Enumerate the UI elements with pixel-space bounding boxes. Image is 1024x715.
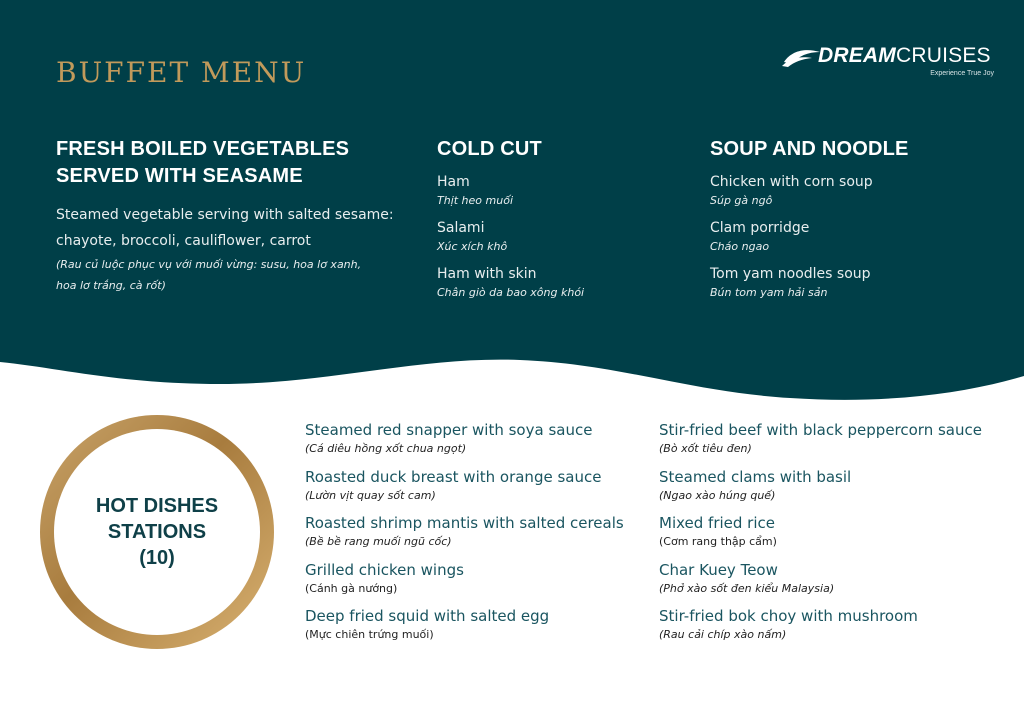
item-name: Salami: [437, 220, 485, 236]
vegetables-desc-line2: chayote, broccoli, cauliflower, carrot: [56, 233, 311, 249]
dish-name-vi: (Cánh gà nướng): [305, 581, 398, 595]
hot-dishes-right-list: [659, 420, 982, 653]
cold-cut-item: [437, 265, 687, 301]
item-name: Ham with skin: [437, 266, 537, 282]
dish-name-vi: (Mực chiên trứng muối): [305, 628, 434, 641]
vegetables-description: [56, 202, 416, 254]
badge-inner: [54, 429, 260, 635]
dish-name-vi: (Ngao xào húng quế): [659, 488, 776, 502]
dish-item: [305, 467, 624, 514]
cold-cut-item: [437, 219, 687, 255]
dish-item: [305, 560, 624, 607]
item-name-vi: Bún tom yam hải sản: [710, 286, 828, 299]
dish-name: Deep fried squid with salted egg: [305, 607, 550, 625]
dish-item: [659, 420, 982, 467]
item-name: Chicken with corn soup: [710, 174, 873, 190]
dish-name: Grilled chicken wings: [305, 560, 464, 579]
dish-item: [305, 420, 624, 467]
vegetables-heading-line1: FRESH BOILED VEGETABLES: [56, 138, 350, 160]
cold-cut-section: [437, 136, 687, 301]
item-name-vi: Xúc xích khô: [437, 240, 508, 253]
dish-item: [305, 606, 624, 653]
dish-name: Steamed red snapper with soya sauce: [305, 421, 593, 439]
soup-item: [710, 219, 1000, 255]
hot-dishes-count: (10): [139, 547, 175, 569]
dream-cruises-logo: [782, 44, 996, 84]
soup-item: [710, 265, 1000, 301]
wave-logo-icon: [782, 46, 822, 68]
dish-name-vi: (Cá diêu hồng xốt chua ngọt): [305, 442, 467, 455]
item-name-vi: Cháo ngao: [710, 240, 770, 253]
dish-item: [659, 467, 982, 514]
hot-dishes-left-list: [305, 420, 624, 653]
vegetables-heading-line2: SERVED WITH SEASAME: [56, 165, 303, 187]
dish-name: Stir-fried bok choy with mushroom: [659, 607, 918, 625]
soup-noodle-section: [710, 136, 1000, 301]
dish-name-vi: (Rau cải chíp xào nấm): [659, 628, 787, 641]
dish-name: Char Kuey Teow: [659, 560, 778, 579]
logo-tagline: Experience True Joy: [930, 70, 994, 77]
dish-name: Mixed fried rice: [659, 514, 775, 532]
logo-cruises: CRUISES: [896, 44, 991, 67]
dish-name: Steamed clams with basil: [659, 467, 852, 486]
vegetables-section: [56, 136, 416, 296]
dish-item: [659, 560, 982, 607]
hot-dishes-line1: HOT DISHES: [95, 495, 219, 517]
dish-name-vi: (Bò xốt tiêu đen): [659, 442, 752, 455]
item-name: Clam porridge: [710, 220, 810, 236]
vegetables-heading: [56, 136, 416, 190]
item-name: Tom yam noodles soup: [710, 266, 871, 282]
vegetables-desc-vi-line1: (Rau củ luộc phục vụ với muối vừng: susu, hoa lơ xanh,: [56, 258, 362, 271]
dish-name-vi: (Cơm rang thập cẩm): [659, 535, 777, 548]
dish-name: Roasted duck breast with orange sauce: [305, 467, 602, 486]
vegetables-desc-vi-line2: hoa lơ trắng, cà rốt): [56, 279, 166, 292]
item-name-vi: Súp gà ngô: [710, 194, 773, 207]
page-title: BUFFET MENU: [56, 56, 307, 89]
soup-item: [710, 173, 1000, 209]
dish-item: [659, 606, 982, 653]
item-name-vi: Thịt heo muối: [437, 194, 513, 207]
soup-noodle-heading: SOUP AND NOODLE: [710, 138, 909, 160]
vegetables-description-vi: [56, 254, 416, 296]
hot-dishes-badge: [40, 415, 274, 649]
item-name-vi: Chân giò da bao xông khói: [437, 286, 585, 299]
vegetables-desc-line1: Steamed vegetable serving with salted sesame:: [56, 207, 394, 223]
dish-item: [659, 513, 982, 560]
dish-name-vi: (Phở xào sốt đen kiểu Malaysia): [659, 581, 835, 595]
cold-cut-heading: COLD CUT: [437, 138, 542, 160]
dish-name-vi: (Bề bề rang muối ngũ cốc): [305, 535, 452, 548]
dish-name: Stir-fried beef with black peppercorn sauce: [659, 421, 982, 439]
dish-name-vi: (Lườn vịt quay sốt cam): [305, 488, 436, 502]
dish-item: [305, 513, 624, 560]
hot-dishes-line2: STATIONS: [107, 521, 207, 543]
dish-name: Roasted shrimp mantis with salted cereals: [305, 514, 624, 532]
hot-dishes-title: [82, 493, 232, 571]
item-name: Ham: [437, 174, 470, 190]
logo-wordmark: [818, 44, 991, 68]
logo-dream: DREAM: [818, 44, 896, 67]
cold-cut-item: [437, 173, 687, 209]
